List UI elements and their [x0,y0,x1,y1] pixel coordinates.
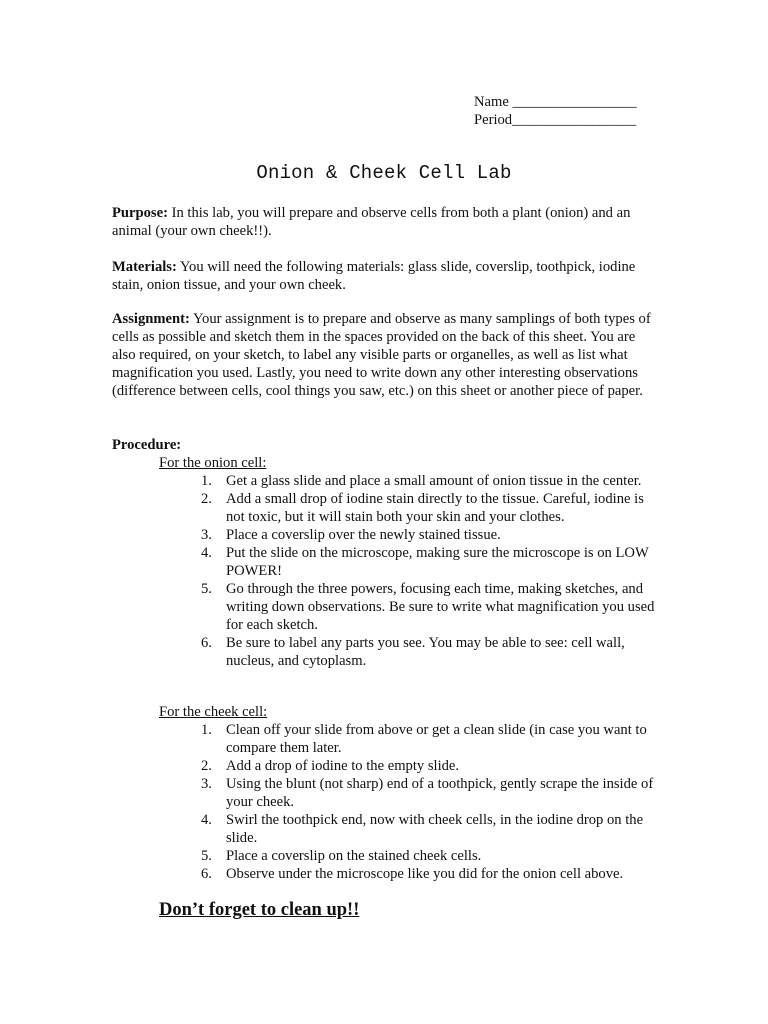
onion-steps-list [201,472,659,670]
materials-paragraph [112,258,660,294]
step-number: 1. [201,473,212,489]
page-title: Onion & Cheek Cell Lab [256,162,512,184]
step-number: 5. [201,848,212,864]
cleanup-reminder: Don’t forget to clean up!! [159,900,360,920]
onion-heading: For the onion cell: [159,455,267,471]
step-number: 2. [201,758,212,774]
list-item [201,721,659,757]
step-number: 3. [201,776,212,792]
name-line: Name _________________ [474,94,637,110]
assignment-paragraph [112,310,660,400]
cheek-steps-list [201,721,659,883]
list-item [201,526,659,544]
list-item [201,634,659,670]
list-item [201,472,659,490]
materials-section [112,258,660,294]
step-text: Observe under the microscope like you did for the onion cell above. [226,866,624,882]
materials-text: You will need the following materials: glass slide, coverslip, toothpick, iodine stain, onion tissue, and your own cheek. [112,259,636,293]
period-line: Period_________________ [474,112,637,128]
list-item [201,757,659,775]
step-number: 2. [201,491,212,507]
step-text: Be sure to label any parts you see. You may be able to see: cell wall, nucleus, and cytoplasm. [226,635,625,669]
purpose-section [112,204,660,240]
step-text: Clean off your slide from above or get a clean slide (in case you want to compare them later. [226,722,647,756]
step-text: Get a glass slide and place a small amount of onion tissue in the center. [226,473,642,489]
step-number: 6. [201,866,212,882]
step-number: 4. [201,545,212,561]
step-text: Place a coverslip over the newly stained tissue. [226,527,501,543]
step-number: 1. [201,722,212,738]
list-item [201,811,659,847]
purpose-paragraph [112,204,660,240]
step-text: Using the blunt (not sharp) end of a toothpick, gently scrape the inside of your cheek. [226,776,654,810]
assignment-text: Your assignment is to prepare and observe as many samplings of both types of cells as possible and sketch them in the spaces provided on the back of this sheet. You are also required, on your sketch, to label any visible parts or organelles, as well as list what magnification you used. Lastly, you need to write down any other interesting observations (difference between cells, cool things you saw, etc.) on this sheet or another piece of paper. [112,311,651,399]
step-text: Swirl the toothpick end, now with cheek cells, in the iodine drop on the slide. [226,812,644,846]
purpose-label: Purpose: [112,205,168,221]
step-number: 4. [201,812,212,828]
list-item [201,580,659,634]
step-number: 5. [201,581,212,597]
assignment-section [112,310,660,400]
list-item [201,490,659,526]
step-number: 6. [201,635,212,651]
list-item [201,865,659,883]
procedure-heading: Procedure: [112,437,182,453]
step-number: 3. [201,527,212,543]
step-text: Go through the three powers, focusing each time, making sketches, and writing down observations. Be sure to write what magnification you used for each sketch. [226,581,655,633]
list-item [201,847,659,865]
list-item [201,544,659,580]
cheek-heading: For the cheek cell: [159,704,268,720]
list-item [201,775,659,811]
step-text: Place a coverslip on the stained cheek cells. [226,848,482,864]
purpose-text: In this lab, you will prepare and observe cells from both a plant (onion) and an animal (your own cheek!!). [112,205,631,239]
assignment-label: Assignment: [112,311,190,327]
step-text: Add a drop of iodine to the empty slide. [226,758,460,774]
step-text: Put the slide on the microscope, making sure the microscope is on LOW POWER! [226,545,649,579]
step-text: Add a small drop of iodine stain directly to the tissue. Careful, iodine is not toxic, but it will stain both your skin and your clothes. [226,491,644,525]
header-fields [474,93,734,129]
materials-label: Materials: [112,259,177,275]
